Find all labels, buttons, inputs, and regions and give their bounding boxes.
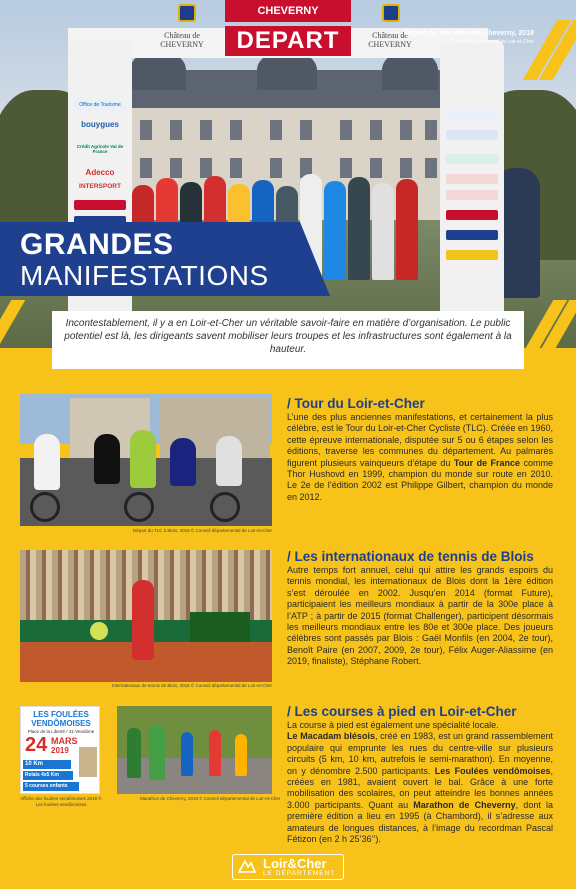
page-title-line2: MANIFESTATIONS bbox=[20, 260, 269, 291]
tour-body-text-2: comme Thor Hushovd en 1999, champion du monde sur route en 2010. Le 2e de l’édition 2002 est Philippe Gilbert, champion du monde en 2012. bbox=[287, 457, 553, 502]
poster-caption: Affiche des foulées vendômoises 2019 © Les foulées vendômoises bbox=[20, 796, 102, 807]
courses-text-4: , dont la première édition a lieu en 1995 (à Chambord), il s’adresse aux amateurs de longues distances, à l’image du recordman Pascal Fétizon (en 2 h 25’36’’). bbox=[287, 799, 554, 845]
sponsor-credit-agricole-logo: Crédit Agricole Val de France bbox=[76, 144, 124, 154]
foulees-poster bbox=[20, 706, 100, 794]
courses-text-2: , créé en 1983, est un grand rassemblement populaire qui emprunte les rues du centre-ville sur plusieurs circuits (5 km, 10 km, autrefois le semi-marathon). En moyenne, on y dénombre 2.500 participants. bbox=[287, 731, 553, 776]
courses-bold-1: Le Macadam blésois bbox=[287, 731, 375, 742]
cycling-photo bbox=[20, 394, 272, 526]
tennis-ball-icon bbox=[90, 622, 108, 640]
poster-race-2: Relais 4x5 Km bbox=[23, 771, 73, 780]
hero-caption-title: Départ du marathon de Cheverny, 2018 bbox=[404, 30, 534, 37]
courses-body bbox=[287, 720, 553, 845]
macadam-photo bbox=[117, 706, 272, 794]
hero-caption-credit: © Conseil départemental de Loir-et-Cher bbox=[443, 39, 534, 45]
courses-bold-2: Les Foulées vendômoises bbox=[434, 765, 551, 776]
tour-photo-caption: Départ du TLC à Blois, 2019 © Conseil départemental de Loir-et-Cher bbox=[132, 528, 272, 533]
poster-monument bbox=[79, 747, 97, 777]
tour-body bbox=[287, 412, 553, 503]
logo-name: Loir&Cher bbox=[263, 856, 327, 871]
loir-et-cher-logo bbox=[232, 854, 344, 880]
courses-text-3: , créées en 1981, avaient ouvert le bal. Grâce à une forte mobilisation des scolaires, on peut atteindre les bonnes années 3.000 participants. Quant au bbox=[287, 765, 553, 810]
coat-of-arms-left-icon bbox=[178, 4, 196, 22]
decor-stripe bbox=[0, 300, 25, 348]
depart-banner: DEPART bbox=[225, 26, 351, 56]
hero-caption bbox=[400, 30, 534, 46]
sponsor-bouygues-logo: bouygues bbox=[81, 120, 119, 129]
tour-body-bold: Tour de France bbox=[453, 457, 521, 468]
poster-race-1: 10 Km bbox=[23, 760, 71, 769]
chateau-label-right: Château de CHEVERNY bbox=[368, 31, 412, 49]
tennis-photo bbox=[20, 550, 272, 682]
arch-top-label: CHEVERNY bbox=[225, 0, 351, 22]
tennis-player bbox=[132, 580, 154, 660]
poster-title-2: VENDÔMOISES bbox=[31, 719, 91, 728]
sponsor-adecco-logo: Adecco bbox=[85, 168, 115, 177]
tour-title: / Tour du Loir-et-Cher bbox=[287, 396, 425, 411]
sponsor-intersport-logo: INTERSPORT bbox=[79, 183, 121, 190]
poster-title-1: LES FOULÉES bbox=[33, 710, 89, 719]
intro-text: Incontestablement, il y a en Loir-et-Cher un véritable savoir-faire en matière d’organisation. Le public potentiel est là, les dirigeants savent mobiliser leurs troupes et les infrastructures sont également à la hauteur. bbox=[52, 311, 524, 369]
arch-post-right bbox=[440, 40, 504, 320]
tour-body-text: L’une des plus anciennes manifestations, et certainement la plus célèbre, est le Tour du Loir-et-Cher Cycliste (TLC). Créée en 1960, cette épreuve internationale, disputée sur 5 ou 6 étapes selon les éditions, traverse les communes du département. Au palmarès figurent plusieurs vainqueurs d’étape du bbox=[287, 412, 553, 468]
poster-year: 2019 bbox=[51, 746, 69, 755]
tennis-photo-caption: Internationaux de tennis de Blois, 2016 © Conseil départemental de Loir-et-Cher bbox=[111, 683, 272, 688]
sponsor-tourism-logo: Office de Tourisme bbox=[74, 100, 126, 110]
logo-subtitle: LE DÉPARTEMENT bbox=[263, 870, 336, 877]
tennis-body: Autre temps fort annuel, celui qui attire les grands espoirs du tennis mondial, les internationaux de Blois dont la 1ère édition s’est déroulée en 2002. Jusqu’en 2014 (format Future), participaient les meilleurs mondiaux à partir de la 300e place à l’ATP ; à partir de 2015 (format Challenger), participent désormais les meilleurs mondiaux entre les 80e et 300e place. Des joueurs célèbres sont passés par Blois : Gaël Monfils (en 2004, 2e tour), Benoît Paire (en 2007, 2009, 2e tour), Félix Auger-Aliassime (en 2019, finaliste), Stéphane Robert. bbox=[287, 565, 553, 667]
courses-text-1: La course à pied est également une spécialité locale. bbox=[287, 720, 499, 730]
poster-day: 24 bbox=[25, 734, 48, 756]
poster-month: MARS bbox=[51, 736, 78, 746]
macadam-caption: Marathon de Cheverny, 2018 © Conseil départemental de Loir-et-Cher bbox=[140, 796, 281, 801]
chateau-label-left: Château de CHEVERNY bbox=[160, 31, 204, 49]
poster-race-3: 5 courses enfants bbox=[23, 782, 79, 791]
courses-bold-3: Marathon de Cheverny bbox=[413, 799, 516, 810]
page-title-line1: GRANDES bbox=[20, 228, 174, 261]
department-logo-icon bbox=[237, 858, 257, 876]
courses-title: / Les courses à pied en Loir-et-Cher bbox=[287, 704, 517, 719]
poster-place: Place de la Liberté / 41-Vendôme bbox=[27, 729, 95, 734]
tennis-title: / Les internationaux de tennis de Blois bbox=[287, 549, 534, 564]
coat-of-arms-right-icon bbox=[382, 4, 400, 22]
